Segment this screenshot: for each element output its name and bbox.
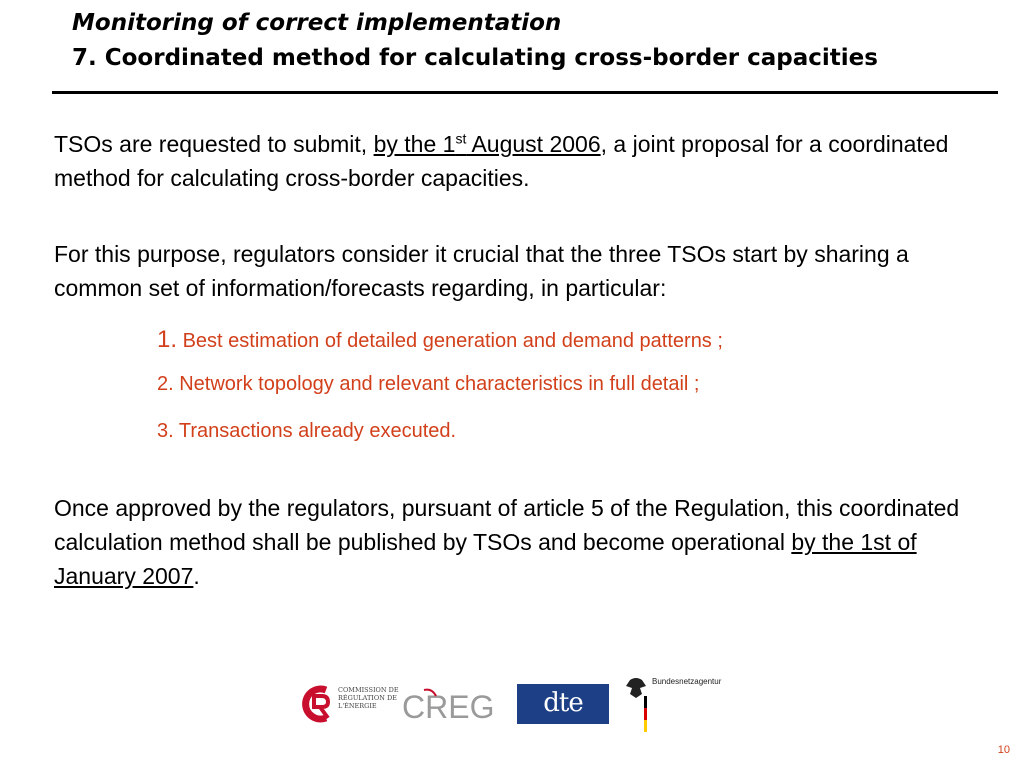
paragraph-submission-lead: TSOs are requested to submit, (54, 131, 374, 157)
cre-mark-icon (300, 684, 336, 724)
cre-logo: COMMISSION DE RÉGULATION DE L'ÉNERGIE (300, 684, 400, 724)
list-item: 1. Best estimation of detailed generation and demand patterns ; (157, 326, 723, 353)
paragraph-approval-lead: Once approved by the regulators, pursuant of article 5 of the Regulation, this coordinated calculation method shall be published by TSOs and become operational (54, 495, 960, 555)
list-item: 2. Network topology and relevant characteristics in full detail ; (157, 373, 700, 395)
paragraph-approval (54, 491, 994, 593)
submission-deadline: by the 1st August 2006 (373, 130, 601, 157)
paragraph-purpose: For this purpose, regulators consider it crucial that the three TSOs start by sharing a common set of information/forecasts regarding, in particular: (54, 241, 909, 301)
federal-eagle-icon (622, 676, 650, 732)
partner-logos (298, 676, 728, 736)
paragraph-submission (54, 127, 994, 195)
dte-logo: dte (517, 684, 609, 724)
creg-logo (402, 686, 500, 724)
page-number: 10 (997, 744, 1010, 756)
list-item: 3. Transactions already executed. (157, 420, 457, 442)
slide-subtitle: 7. Coordinated method for calculating cross-border capacities (72, 45, 878, 71)
bundesnetzagentur-logo: Bundesnetzagentur (622, 676, 732, 732)
title-divider (52, 91, 998, 94)
slide-title: Monitoring of correct implementation (72, 10, 562, 36)
paragraph-submission-rest: , a joint proposal for a coordinated method for calculating cross-border capacities. (54, 131, 949, 191)
operational-deadline: by the 1st of January 2007 (54, 529, 917, 589)
paragraph-approval-end: . (193, 563, 200, 589)
svg-text:CREG: CREG (402, 689, 495, 724)
